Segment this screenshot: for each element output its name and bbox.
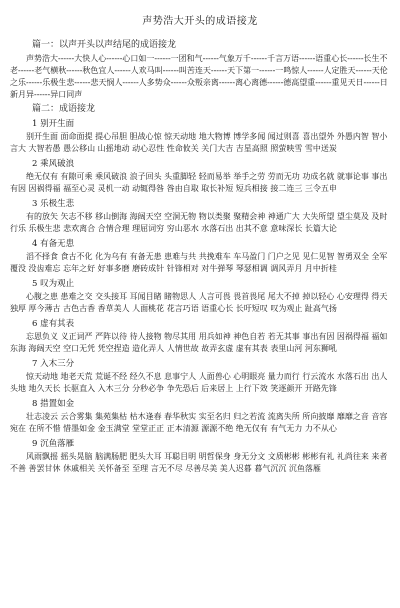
section-body: 壮志凌云 云合雾集 集苑集枯 枯木逢春 春华秋实 实至名归 归之若流 流离失所 所向披靡 靡靡之音 音容宛在 在所不惜 惜墨如金 金玉满堂 堂堂正正 正本清源 源源不绝 绝无仅有 有气无力 力不从心 [10, 412, 388, 433]
section-title: 7 入木三分 [32, 359, 75, 369]
section-body: 有的放矢 矢志不移 移山倒海 海阔天空 空洞无物 物以类聚 聚精会神 神通广大 大失所望 望尘莫及 及时行乐 乐极生悲 悲欢离合 合情合理 理屈词穷 穷山恶水 水落石出 出其不意 意味深长 长篇大论 [10, 212, 388, 233]
section-title: 3 乐极生悲 [32, 199, 75, 209]
section-body: 别开生面 面命面提 提心吊胆 胆战心惊 惊天动地 地大物博 博学多闻 闻过则喜 喜出望外 外愚内智 智小言大 大智若愚 愚公移山 山摇地动 动心忍性 性命攸关 关门大吉 吉星高照 照萤映雪 雪中送炭 [10, 132, 388, 153]
part1-body: 声势浩大------大快人心------心口如一------一团和气------气象万千------千言万语------语重心长------长生不老------老气横秋------秋色宜人------人欢马叫------叫苦连天------天下第一------一鸣惊人------人定胜天------天伦之乐------乐极生悲------悲天悯人------人多势众------众叛亲离------离心离德------德高望重------重见天日------日新月异------异口同声 [10, 54, 388, 99]
section-body: 惊天动地 地老天荒 荒诞不经 经久不息 息事宁人 人面兽心 心明眼亮 量力而行 行云流水 水落石出 出人头地 地久天长 长驱直入 入木三分 分秒必争 争先恐后 后来居上 上行下效 笑逐颜开 开路先锋 [10, 372, 388, 393]
section-body: 风雨飘摇 摇头晃脑 脑满肠肥 肥头大耳 耳聪目明 明哲保身 身无分文 文质彬彬 彬彬有礼 礼尚往来 来者不善 善罢甘休 休戚相关 关怀备至 至理 言无不尽 尽善尽美 美人迟暮 暮气沉沉 沉鱼落雁 [10, 452, 388, 473]
section-body: 绝无仅有 有隙可乘 乘风破浪 浪子回头 头重脚轻 轻而易举 举手之劳 劳而无功 功成名就 就事论事 事出有因 因祸得福 福至心灵 灵机一动 动辄得咎 咎由自取 取长补短 短兵相接 接二连三 三令五申 [10, 172, 388, 193]
section-body: 心腹之患 患难之交 交头接耳 耳闻目睹 睹物思人 人言可畏 畏首畏尾 尾大不掉 掉以轻心 心安理得 得天独厚 厚今薄古 古色古香 香草美人 人面桃花 花言巧语 语重心长 长吁短叹 叹为观止 趾高气扬 [10, 292, 388, 313]
section-title: 8 措置如金 [32, 399, 75, 409]
section-title: 1 别开生面 [32, 119, 75, 129]
part2-heading: 篇二：成语接龙 [32, 104, 96, 114]
section-title: 5 叹为观止 [32, 279, 75, 289]
part1-heading: 篇一：以声开头以声结尾的成语接龙 [32, 40, 177, 50]
section-title: 2 乘风破浪 [32, 159, 75, 169]
document-title: 声势浩大开头的成语接龙 [142, 16, 258, 27]
section-title: 9 沉鱼落雁 [32, 439, 75, 449]
section-body: 滔不择食 食古不化 化为乌有 有备无患 患难与共 共挽难车 车马盈门 门户之见 见仁见智 智勇双全 全军覆没 没齿难忘 忘年之好 好事多磨 磨砖成针 针锋相对 对牛弹琴 琴瑟相调 调风弄月 月中折桂 [10, 252, 388, 273]
section-body: 忘恩负义 义正词严 严阵以待 待人接物 物尽其用 用兵如神 神色自若 若无其事 事出有因 因祸得福 福如东海 海阔天空 空口无凭 凭空捏造 造化弄人 人情世故 故弄玄虚 虚有其表 表里山河 河东狮吼 [10, 332, 388, 353]
section-title: 4 有备无患 [32, 239, 75, 249]
section-title: 6 虚有其表 [32, 319, 75, 329]
